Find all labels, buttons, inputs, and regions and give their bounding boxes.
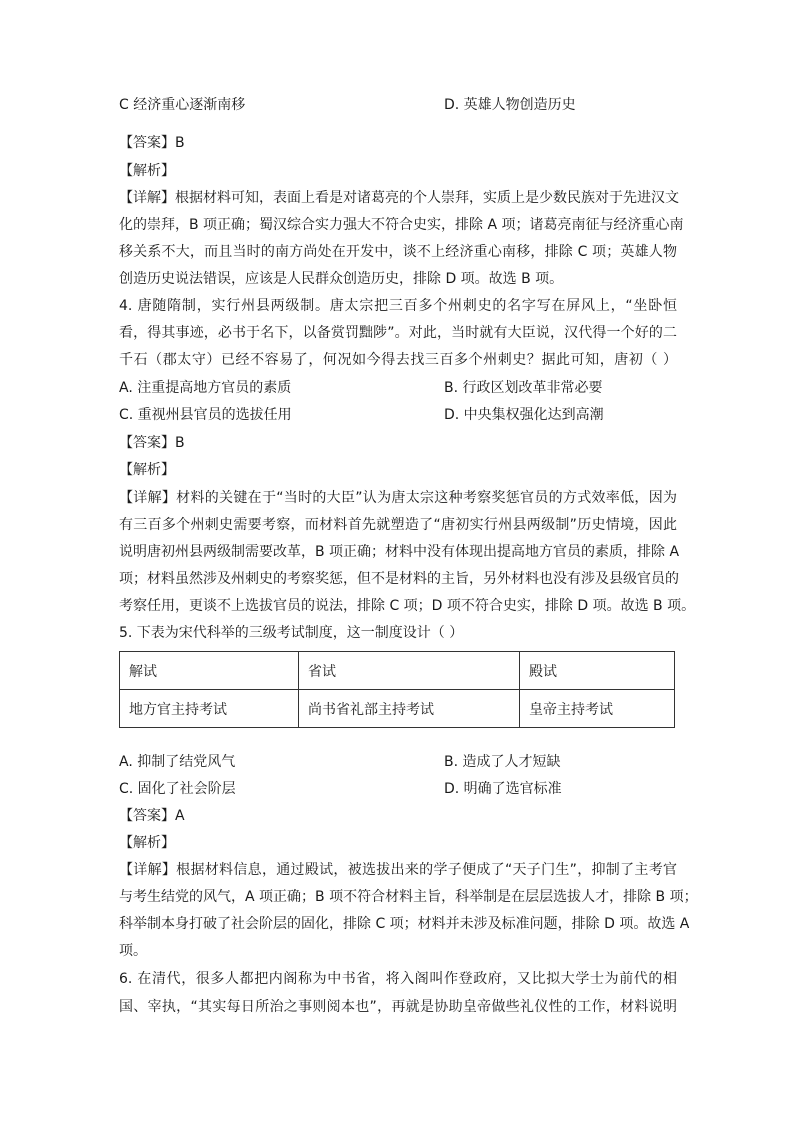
q3-detail-line: 移关系不大，而且当时的南方尚处在开发中，谈不上经济重心南移，排除 C 项；英雄人物	[119, 244, 677, 260]
q4-option-d: D. 中央集权强化达到高潮	[444, 407, 604, 423]
q5-option-d: D. 明确了选官标准	[444, 781, 562, 797]
q4-option-c: C. 重视州县官员的选拔任用	[119, 407, 292, 423]
table-header-cell: 解试	[120, 652, 299, 690]
q3-detail-line: 【详解】根据材料可知，表面上看是对诸葛亮的个人崇拜，实质上是少数民族对于先进汉文	[119, 190, 679, 206]
q3-option-c: C 经济重心逐渐南移	[119, 97, 246, 113]
q4-detail-line: 有三百多个州刺史需要考察，而材料首先就塑造了“唐初实行州县两级制”历史情境，因此	[119, 517, 677, 533]
exam-system-table	[119, 651, 675, 728]
table-row	[120, 690, 675, 728]
table-header-row	[120, 652, 675, 690]
q3-option-d: D. 英雄人物创造历史	[444, 97, 576, 113]
q3-analysis-title: 【解析】	[119, 163, 175, 179]
q6-stem-line: 国、宰执，“其实每日所治之事则阅本也”，再就是协助皇帝做些礼仪性的工作，材料说明	[119, 999, 677, 1015]
q5-analysis-title: 【解析】	[119, 835, 175, 851]
q5-detail-line: 与考生结党的风气，A 项正确；B 项不符合材料主旨，科举制是在层层选拔人才，排除 B 项；	[119, 889, 698, 905]
q4-option-b: B. 行政区划改革非常必要	[444, 380, 603, 396]
q4-detail-line: 【详解】材料的关键在于“当时的大臣”认为唐太宗这种考察奖惩官员的方式效率低，因为	[119, 490, 677, 506]
table-cell: 尚书省礼部主持考试	[299, 690, 520, 728]
q3-detail-line: 化的崇拜，B 项正确；蜀汉综合实力强大不符合史实，排除 A 项；诸葛亮南征与经济重心南	[119, 217, 684, 233]
table-cell: 地方官主持考试	[120, 690, 299, 728]
q5-detail-line: 科举制本身打破了社会阶层的固化，排除 C 项；材料并未涉及标准问题，排除 D 项。故选 A	[119, 916, 690, 932]
q5-stem: 5. 下表为宋代科举的三级考试制度，这一制度设计（ ）	[119, 625, 464, 641]
q4-answer: 【答案】B	[119, 435, 185, 451]
q5-detail-line: 项。	[119, 943, 147, 959]
q4-analysis-title: 【解析】	[119, 462, 175, 478]
q4-detail-line: 说明唐初州县两级制需要改革，B 项正确；材料中没有体现出提高地方官员的素质，排除 A	[119, 544, 680, 560]
q4-detail-line: 项；材料虽然涉及州刺史的考察奖惩，但不是材料的主旨，另外材料也没有涉及县级官员的	[119, 571, 679, 587]
q5-option-b: B. 造成了人才短缺	[444, 754, 561, 770]
q5-answer: 【答案】A	[119, 808, 185, 824]
q6-stem-line: 6. 在清代，很多人都把内阁称为中书省，将入阁叫作登政府，又比拟大学士为前代的相	[119, 971, 677, 987]
q4-stem-line: 4. 唐随隋制，实行州县两级制。唐太宗把三百多个州刺史的名字写在屏风上，“坐卧恒	[119, 298, 677, 314]
q4-option-a: A. 注重提高地方官员的素质	[119, 380, 292, 396]
table-header-cell: 省试	[299, 652, 520, 690]
q3-answer: 【答案】B	[119, 135, 185, 151]
q5-detail-line: 【详解】根据材料信息，通过殿试，被选拔出来的学子便成了“天子门生”，抑制了主考官	[119, 862, 677, 878]
q4-detail-line: 考察任用，更谈不上选拔官员的说法，排除 C 项；D 项不符合史实，排除 D 项。故选 B 项。	[119, 598, 696, 614]
q4-stem-line: 千石（郡太守）已经不容易了，何况如今得去找三百多个州刺史？据此可知，唐初（ ）	[119, 352, 677, 368]
table-cell: 皇帝主持考试	[520, 690, 675, 728]
q5-option-c: C. 固化了社会阶层	[119, 781, 236, 797]
q3-detail-line: 创造历史说法错误，应该是人民群众创造历史，排除 D 项。故选 B 项。	[119, 271, 564, 287]
table-header-cell: 殿试	[520, 652, 675, 690]
q4-stem-line: 看，得其事迹，必书于名下，以备赏罚黜陟”。对此，当时就有大臣说，汉代得一个好的二	[119, 325, 677, 341]
q5-option-a: A. 抑制了结党风气	[119, 754, 236, 770]
